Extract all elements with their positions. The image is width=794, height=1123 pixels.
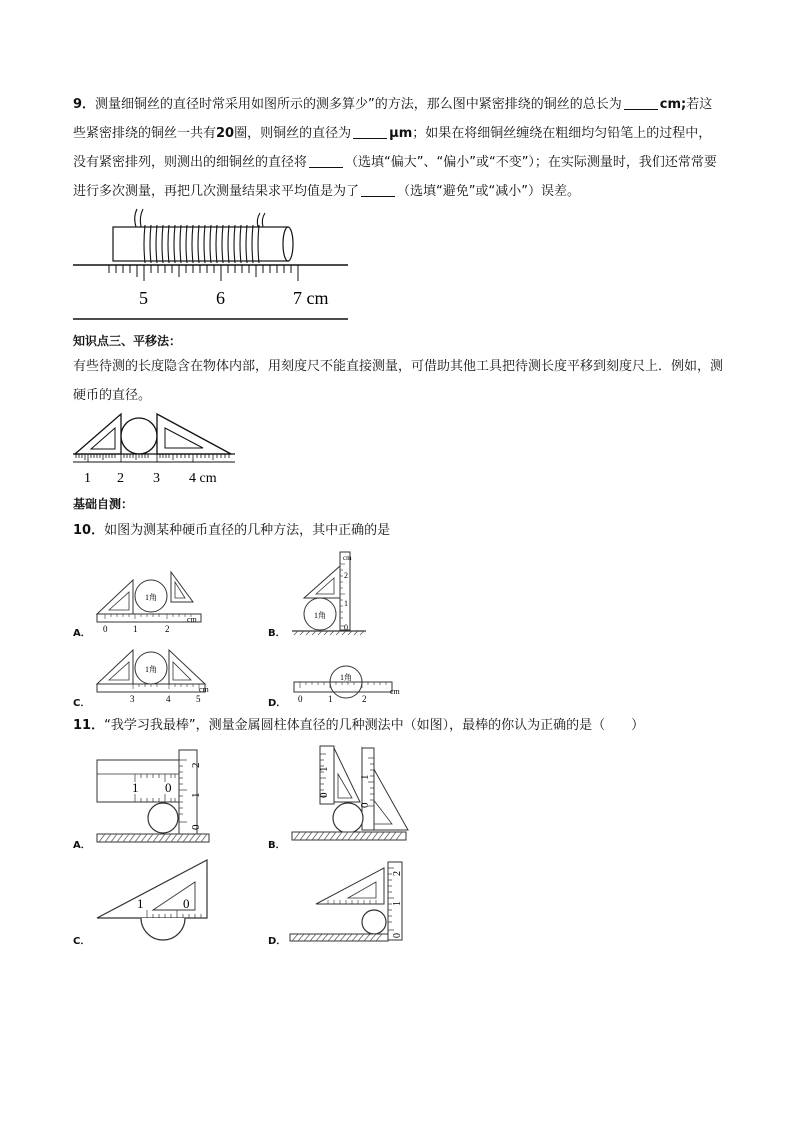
coin-translation-figure — [73, 412, 238, 487]
coin-label: 1角 — [340, 673, 352, 682]
ruler-label: 1 — [392, 901, 403, 906]
coin-label: 1角 — [145, 593, 157, 602]
ruler-label: 1 — [137, 896, 144, 911]
ruler-label: 0 — [318, 792, 330, 798]
figure-11c — [95, 858, 215, 944]
question-9 — [73, 90, 723, 206]
answer-blank-2[interactable] — [353, 124, 387, 139]
ruler-label: 4 — [166, 694, 171, 704]
option-a[interactable]: A． — [73, 628, 91, 639]
answer-blank-4[interactable] — [361, 182, 395, 197]
question-text: “我学习我最棒”，测量金属圆柱体直径的几种测法中（如图），最棒的你认为正确的是（ ） — [104, 718, 645, 733]
option-c[interactable]: C． — [73, 936, 91, 947]
ruler-label: 3 — [153, 471, 160, 486]
question-number: 9． — [73, 97, 96, 112]
figure-10a — [95, 568, 210, 636]
option-c[interactable]: C． — [73, 698, 91, 709]
figure-11b — [290, 744, 410, 846]
ruler-label: 0 — [183, 896, 190, 911]
figure-10c — [95, 646, 210, 704]
coil-ruler-figure — [73, 205, 353, 325]
figure-11d — [288, 858, 410, 944]
ruler-label: 0 — [392, 933, 403, 938]
question-text: 测量细铜丝的直径时常采用如图所示的测多算少”的方法，那么图中紧密排绕的铜丝的总长为 — [95, 97, 622, 112]
self-test-title: 基础自测： — [73, 497, 134, 511]
answer-blank-1[interactable] — [624, 95, 658, 110]
question-10 — [73, 516, 723, 545]
ruler-label: 1 — [328, 694, 333, 704]
ruler-label: 4 cm — [189, 471, 217, 486]
ruler-label: 1 — [133, 624, 138, 634]
option-d[interactable]: D． — [268, 936, 287, 947]
question-text: （选填“偏大”、“偏小”或“不变”）；在实际测量时，我们还常常要进行多次测量，再把几次测量结果求平均值是为了 — [73, 155, 717, 199]
ruler-label: 7 cm — [293, 288, 329, 308]
coin-label: 1角 — [314, 611, 326, 620]
unit-cm: cm; — [659, 97, 687, 112]
option-b[interactable]: B． — [268, 840, 286, 851]
section-text: 有些待测的长度隐含在物体内部，用刻度尺不能直接测量，可借助其他工具把待测长度平移到刻度尺上．例如，测硬币的直径。 — [73, 359, 724, 403]
ruler-label: 5 — [139, 288, 148, 308]
ruler-label: 0 — [344, 623, 348, 632]
question-text: 圈，则铜丝的直径为 — [234, 126, 352, 141]
question-text: 若这些紧密排绕的铜丝一共有 — [73, 97, 713, 141]
ruler-label: 0 — [103, 624, 108, 634]
ruler-label: 1 — [132, 780, 139, 795]
ruler-label: 1 — [84, 471, 91, 486]
figure-10b — [288, 548, 368, 636]
ruler-label: 1 — [344, 599, 348, 608]
question-text: （选填“避免”或“减小”）误差。 — [397, 184, 580, 199]
question-number: 11． — [73, 718, 105, 733]
ruler-label: 2 — [190, 762, 202, 768]
ruler-label: 0 — [298, 694, 303, 704]
option-b[interactable]: B． — [268, 628, 286, 639]
question-text: ；如果在将细铜丝缠绕在粗细均匀铅笔上的过程中，没有紧密排列，则测出的细铜丝的直径将 — [73, 126, 712, 170]
ruler-label: 0 — [165, 780, 172, 795]
ruler-label: 3 — [130, 694, 135, 704]
question-11 — [73, 711, 723, 740]
ruler-unit: cm — [199, 685, 209, 694]
ruler-unit: cm — [390, 687, 400, 696]
ruler-label: 1 — [359, 774, 371, 780]
ruler-label: 2 — [344, 571, 348, 580]
ruler-label: 2 — [165, 624, 170, 634]
unit-um: μm — [389, 126, 413, 141]
coin-label: 1角 — [145, 665, 157, 674]
option-d[interactable]: D． — [268, 698, 287, 709]
figure-11a — [95, 748, 215, 846]
answer-blank-3[interactable] — [309, 153, 343, 168]
ruler-label: 5 — [196, 694, 201, 704]
ruler-label: 2 — [117, 471, 124, 486]
ruler-unit: cm — [187, 615, 197, 624]
section-title: 知识点三、平移法： — [73, 334, 182, 348]
ruler-label: 2 — [392, 871, 403, 876]
ruler-label: 0 — [190, 824, 202, 830]
question-text: 如图为测某种硬币直径的几种方法，其中正确的是 — [104, 523, 391, 538]
turn-count: 20 — [216, 126, 235, 141]
option-a[interactable]: A． — [73, 840, 91, 851]
ruler-label: 6 — [216, 288, 225, 308]
question-number: 10． — [73, 523, 105, 538]
ruler-label: 0 — [359, 802, 371, 808]
ruler-label: 1 — [318, 766, 330, 772]
ruler-label: 2 — [362, 694, 367, 704]
ruler-unit: cm — [343, 554, 352, 562]
ruler-label: 1 — [190, 792, 202, 798]
figure-10d — [292, 660, 407, 706]
